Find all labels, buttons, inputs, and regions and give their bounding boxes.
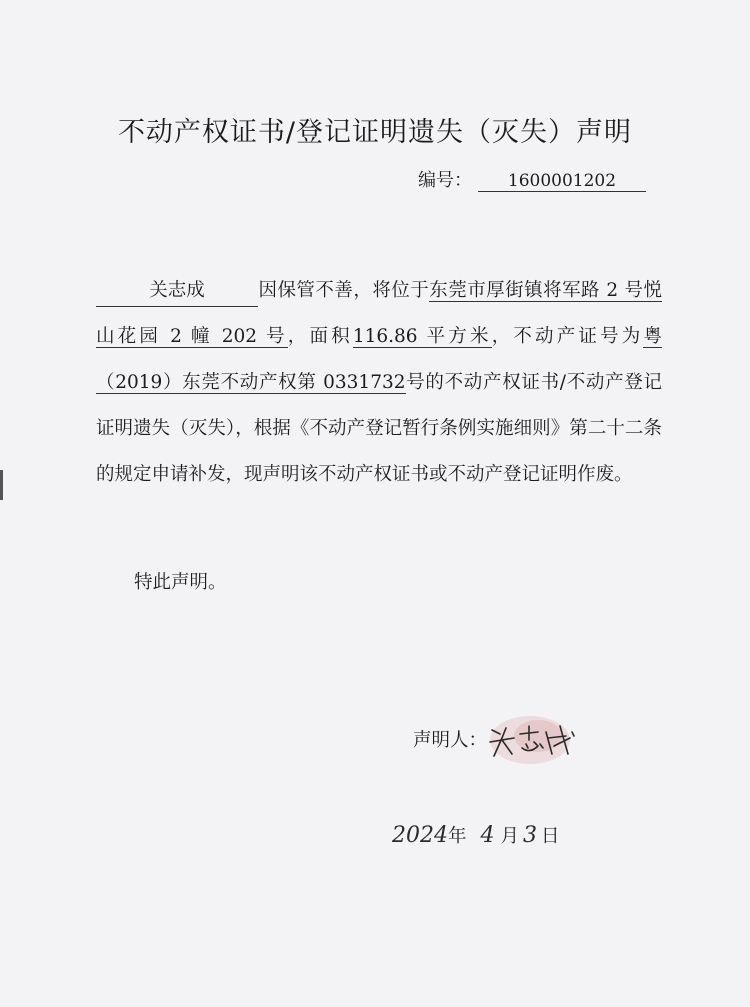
- area-label: ，面积: [287, 326, 353, 347]
- address-field: 东莞市厚街镇将军路 2 号悦山花园 2 幢 202 号: [96, 280, 662, 347]
- declarant-label: 声明人：: [413, 730, 488, 751]
- statement-body: [96, 268, 662, 498]
- text-after-name: 因保管不善，将位于: [258, 280, 430, 301]
- cert-prefix: ，不动产证号为: [491, 326, 644, 347]
- date-day: 3: [523, 823, 538, 848]
- serial-number-row: [418, 166, 646, 192]
- certificate-number-field: 粤（2019）东莞不动产权第 0331732: [96, 326, 662, 393]
- closing-text: 特此声明。: [134, 572, 227, 593]
- date-day-unit: 日: [541, 826, 560, 847]
- area-field: 116.86 平方米: [352, 326, 492, 347]
- handwritten-signature: [480, 708, 580, 768]
- serial-number: 1600001202: [478, 171, 646, 192]
- date-row: [392, 822, 560, 848]
- serial-label: 编号：: [418, 170, 472, 191]
- declarant-name-field: 关志成: [96, 276, 258, 307]
- date-month: 4: [480, 823, 495, 848]
- date-year: 2024: [392, 823, 448, 848]
- document-title: 不动产权证书/登记证明遗失（灭失）声明: [117, 117, 633, 148]
- date-month-unit: 月: [500, 826, 520, 847]
- date-year-unit: 年: [448, 826, 467, 847]
- scan-edge-mark: [0, 470, 3, 500]
- statement-rest: 号的不动产权证书/不动产登记证明遗失（灭失），根据《不动产登记暂行条例实施细则》第二十二条的规定申请补发，现声明该不动产权证书或不动产登记证明作废。: [96, 372, 662, 485]
